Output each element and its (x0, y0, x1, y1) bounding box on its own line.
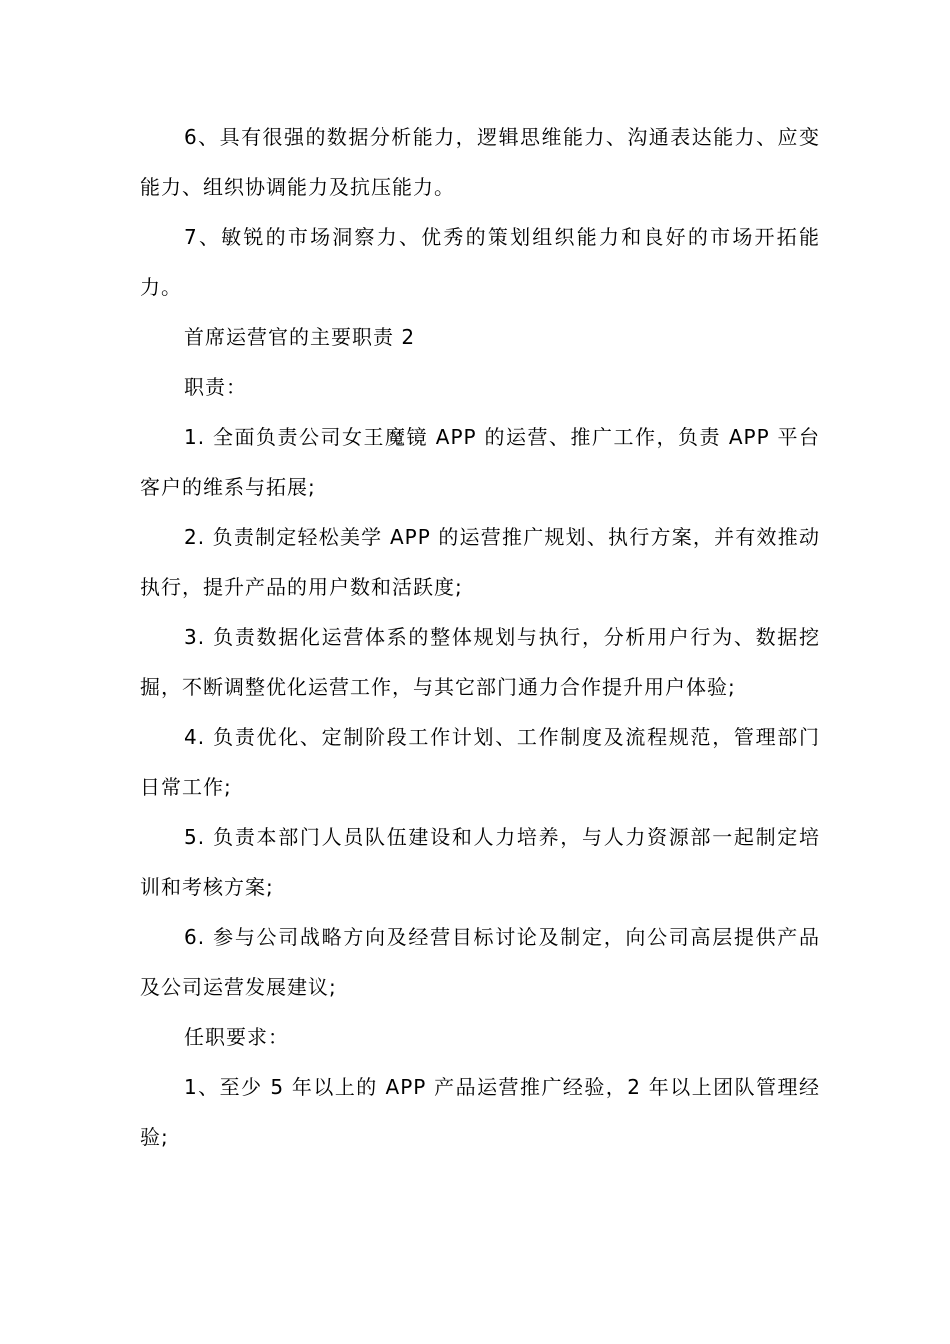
duty-item-4: 4. 负责优化、定制阶段工作计划、工作制度及流程规范，管理部门日常工作; (140, 725, 820, 799)
duty-item-5: 5. 负责本部门人员队伍建设和人力培养，与人力资源部一起制定培训和考核方案; (140, 825, 820, 899)
duty-item-1: 1. 全面负责公司女王魔镜 APP 的运营、推广工作，负责 APP 平台客户的维系与拓展; (140, 425, 820, 499)
duty-item-3: 3. 负责数据化运营体系的整体规划与执行，分析用户行为、数据挖掘，不断调整优化运营工作，与其它部门通力合作提升用户体验; (140, 625, 820, 699)
paragraph-requirement-7: 7、敏锐的市场洞察力、优秀的策划组织能力和良好的市场开拓能力。 (140, 225, 820, 299)
section-heading: 首席运营官的主要职责 2 (184, 325, 416, 349)
paragraph-requirement-6: 6、具有很强的数据分析能力，逻辑思维能力、沟通表达能力、应变能力、组织协调能力及抗压能力。 (140, 125, 820, 199)
requirements-heading: 任职要求： (184, 1025, 289, 1049)
requirement-item-1: 1、至少 5 年以上的 APP 产品运营推广经验，2 年以上团队管理经验; (140, 1075, 820, 1149)
duty-item-2: 2. 负责制定轻松美学 APP 的运营推广规划、执行方案，并有效推动执行，提升产品的用户数和活跃度; (140, 525, 820, 599)
duty-item-6: 6. 参与公司战略方向及经营目标讨论及制定，向公司高层提供产品及公司运营发展建议; (140, 925, 820, 999)
duties-heading: 职责： (184, 375, 247, 399)
document-body (140, 112, 820, 1162)
